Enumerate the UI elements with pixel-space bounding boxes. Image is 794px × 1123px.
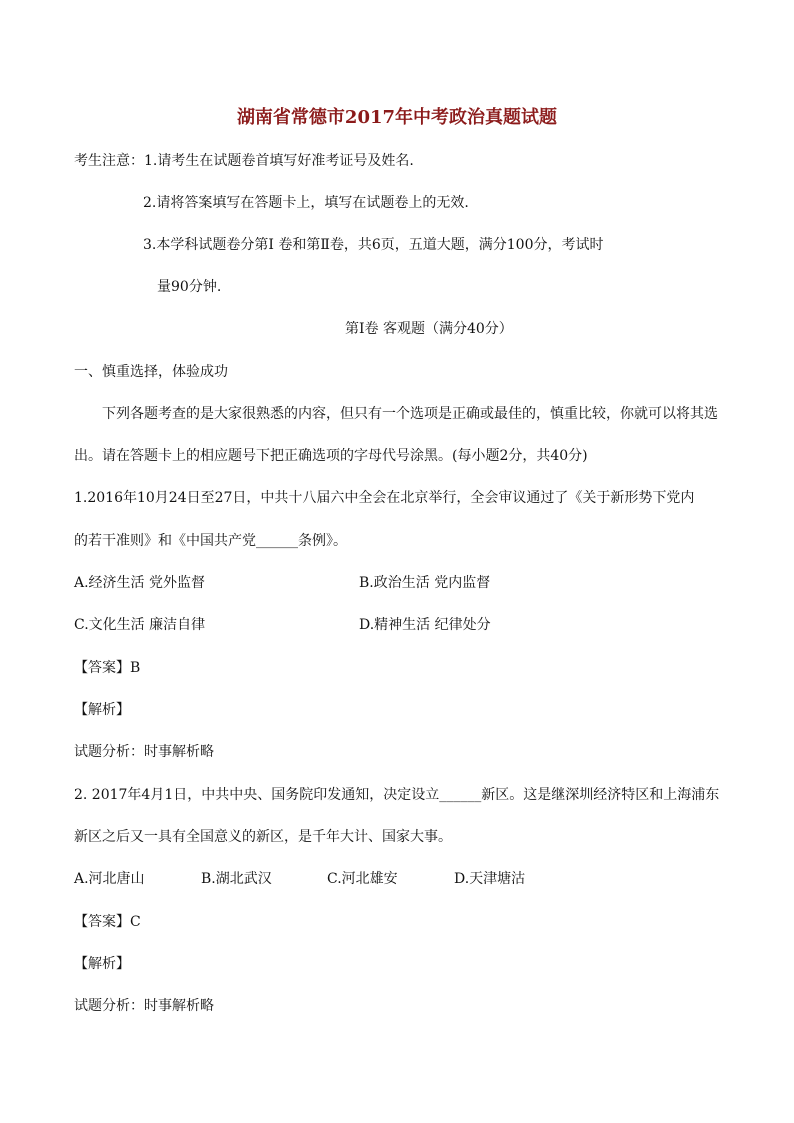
notice-line-1 bbox=[74, 151, 414, 171]
part-intro-1: 下列各题考查的是大家很熟悉的内容，但只有一个选项是正确或最佳的，慎重比较，你就可以将其选 bbox=[102, 406, 718, 422]
notice-item-1: 1.请考生在试题卷首填写好准考证号及姓名. bbox=[144, 153, 414, 169]
q1-option-a: A.经济生活 党外监督 bbox=[74, 575, 206, 591]
q2-analysis: 试题分析：时事解析略 bbox=[74, 998, 214, 1014]
notice-lead: 考生注意： bbox=[74, 153, 144, 169]
q1-option-b: B.政治生活 党内监督 bbox=[359, 575, 491, 591]
q1-option-c: C.文化生活 廉洁自律 bbox=[74, 617, 206, 633]
q2-answer: 【答案】C bbox=[74, 914, 141, 930]
q1-analysis-label: 【解析】 bbox=[74, 702, 130, 718]
q2-option-a: A.河北唐山 bbox=[74, 871, 145, 887]
q2-option-b: B.湖北武汉 bbox=[201, 871, 272, 887]
part-heading: 一、慎重选择，体验成功 bbox=[74, 364, 228, 380]
part-intro-2: 出。请在答题卡上的相应题号下把正确选项的字母代号涂黑。(每小题2分，共40分) bbox=[74, 448, 588, 464]
notice-item-2: 2.请将答案填写在答题卡上，填写在试题卷上的无效. bbox=[143, 195, 469, 211]
notice-item-3a: 3.本学科试题卷分第Ⅰ 卷和第Ⅱ卷，共6页，五道大题，满分100分，考试时 bbox=[143, 237, 604, 253]
q2-option-d: D.天津塘沽 bbox=[454, 871, 526, 887]
q1-stem-1: 1.2016年10月24日至27日，中共十八届六中全会在北京举行，全会审议通过了《关于新形势下党内 bbox=[74, 490, 695, 506]
page-title: 湖南省常德市2017年中考政治真题试题 bbox=[236, 107, 558, 128]
q1-analysis: 试题分析：时事解析略 bbox=[74, 744, 214, 760]
q2-stem-2: 新区之后又一具有全国意义的新区，是千年大计、国家大事。 bbox=[74, 829, 452, 845]
q2-option-c: C.河北雄安 bbox=[327, 871, 398, 887]
q2-stem-1: 2. 2017年4月1日，中共中央、国务院印发通知，决定设立______新区。这是继深圳经济特区和上海浦东 bbox=[74, 787, 720, 803]
q2-analysis-label: 【解析】 bbox=[74, 956, 130, 972]
q1-option-d: D.精神生活 纪律处分 bbox=[359, 617, 491, 633]
q1-stem-2: 的若干准则》和《中国共产党______条例》。 bbox=[74, 533, 347, 549]
notice-item-3b: 量90分钟. bbox=[157, 279, 222, 295]
section-heading: 第Ⅰ卷 客观题（满分40分） bbox=[345, 321, 513, 337]
q1-answer: 【答案】B bbox=[74, 660, 141, 676]
